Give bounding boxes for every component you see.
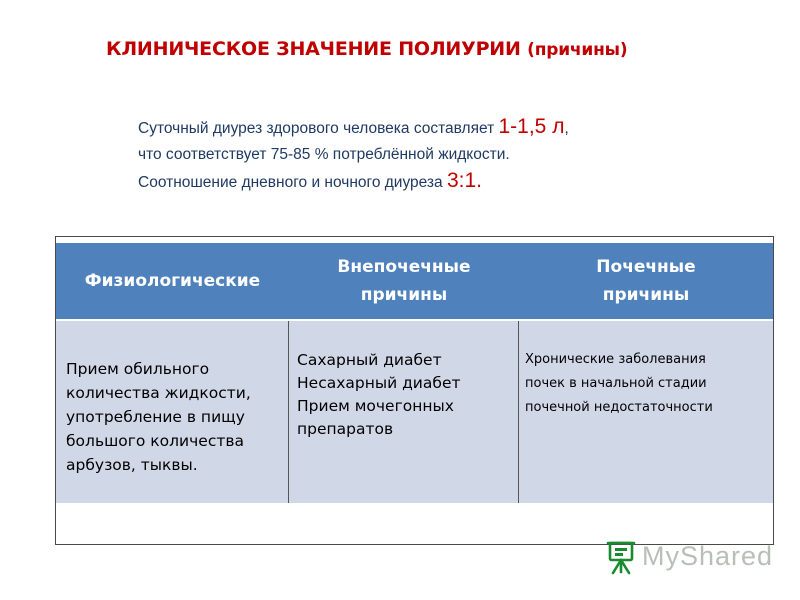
intro-text bbox=[138, 114, 738, 196]
causes-table-frame bbox=[55, 236, 774, 545]
intro-line-2: что соответствует 75-85 % потреблённой жидкости. bbox=[138, 146, 510, 163]
intro-line-1-end: , bbox=[564, 120, 569, 137]
slide-title bbox=[106, 38, 627, 60]
presentation-board-icon bbox=[606, 537, 636, 575]
table-header-extrarenal bbox=[289, 243, 519, 321]
slide-title-main: КЛИНИЧЕСКОЕ ЗНАЧЕНИЕ ПОЛИУРИИ bbox=[106, 38, 521, 60]
table-header-physiological bbox=[56, 243, 289, 321]
intro-line-1-text: Суточный диурез здорового человека составляет bbox=[138, 120, 499, 137]
table-cell-renal: Хронические заболевания почек в начальной стадии почечной недостаточности bbox=[519, 321, 773, 503]
daily-diuresis-value: 1-1,5 л bbox=[498, 115, 565, 138]
table-header-renal bbox=[519, 243, 773, 321]
intro-line-1 bbox=[138, 114, 738, 142]
causes-table bbox=[56, 243, 773, 503]
table-header-label: Почечные причины bbox=[596, 257, 696, 305]
table-cell-extrarenal: Сахарный диабет Несахарный диабет Прием мочегонных препаратов bbox=[289, 321, 519, 503]
intro-line-3 bbox=[138, 168, 738, 196]
watermark bbox=[606, 536, 773, 576]
table-cell-physiological: Прием обильного количества жидкости, употребление в пищу большого количества арбузов, тыквы. bbox=[56, 321, 289, 503]
slide-title-paren: (причины) bbox=[527, 40, 628, 60]
table-header-label: Внепочечные причины bbox=[337, 257, 471, 305]
intro-line-3-text: Соотношение дневного и ночного диуреза bbox=[138, 174, 447, 191]
watermark-text: MyShared bbox=[642, 540, 774, 571]
table-header-label: Физиологические bbox=[84, 271, 261, 291]
diuresis-ratio-value: 3:1. bbox=[446, 169, 482, 192]
